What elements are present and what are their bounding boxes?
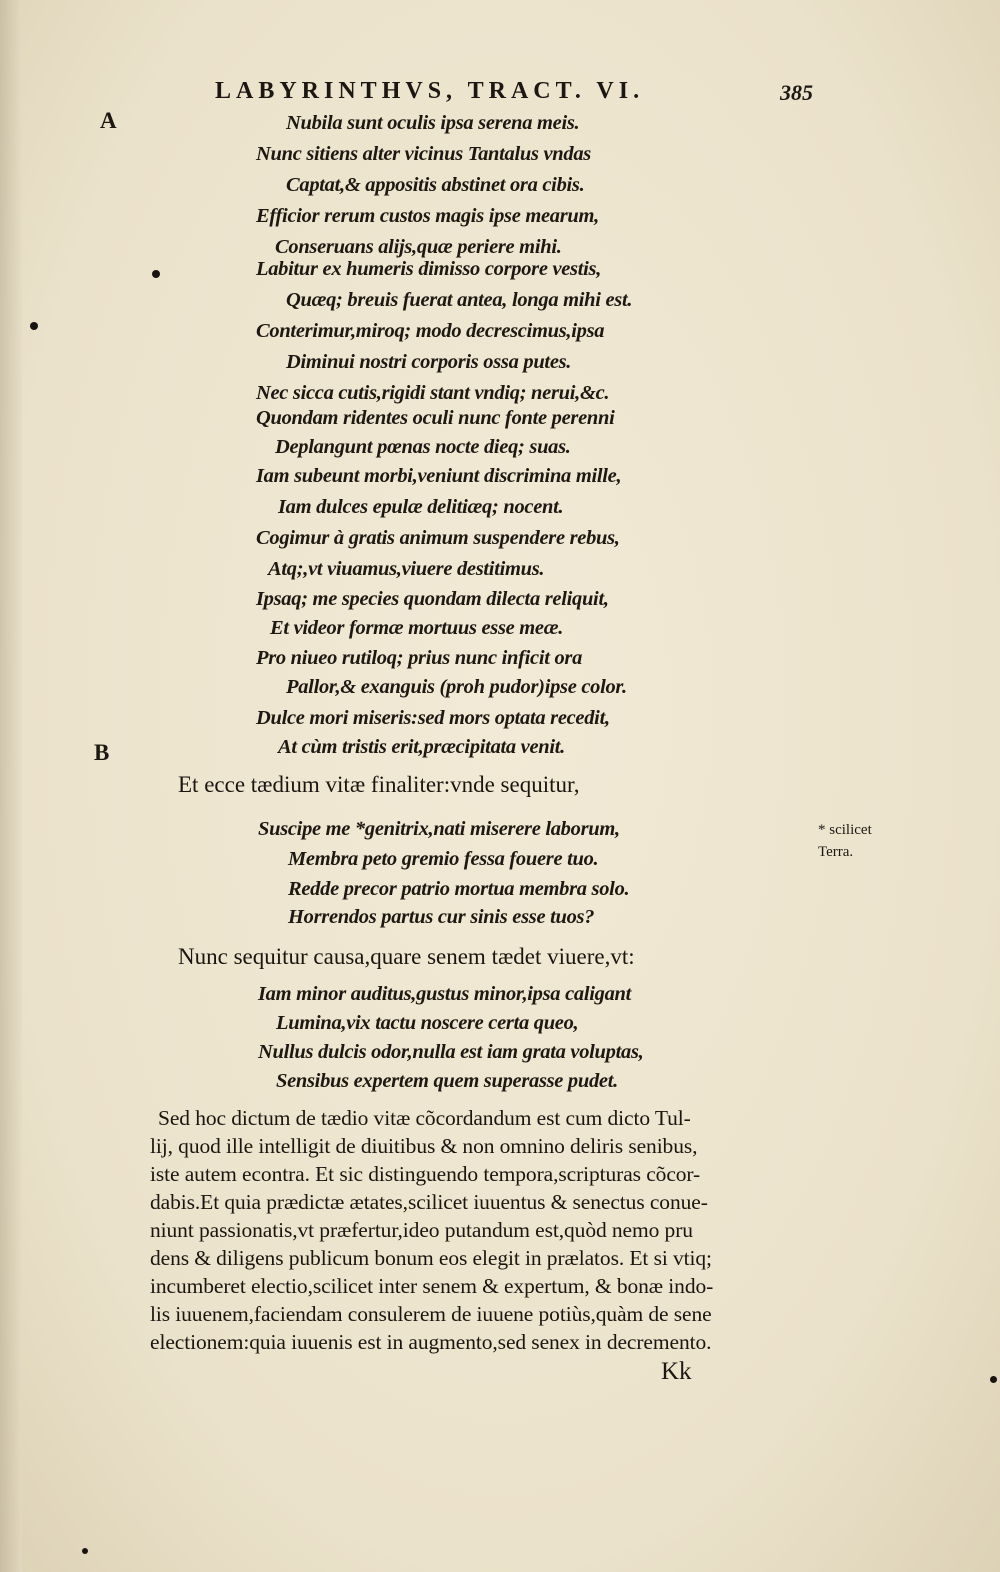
section-marker-b: B: [94, 740, 110, 765]
verse-line: Conseruans alijs,quæ periere mihi.: [275, 236, 562, 258]
prose-line: lis iuuenem,faciendam consulerem de iuuene potiùs,quàm de sene: [150, 1302, 712, 1326]
transition-line-nunc: Nunc sequitur causa,quare senem tædet viuere,vt:: [178, 944, 635, 969]
verse-line: Sensibus expertem quem superasse pudet.: [276, 1070, 618, 1092]
verse-line: Pallor,& exanguis (proh pudor)ipse color.: [286, 676, 627, 698]
margin-note-line-2: Terra.: [818, 844, 854, 860]
verse-line: Iam dulces epulæ delitiæq; nocent.: [278, 496, 564, 518]
verse-line: Iam minor auditus,gustus minor,ipsa caligant: [258, 983, 632, 1005]
prose-line: niunt passionatis,vt præfertur,ideo putandum est,quòd nemo pru: [150, 1218, 693, 1242]
transition-line-ecce: Et ecce tædium vitæ finaliter:vnde sequitur,: [178, 772, 580, 797]
running-title: LABYRINTHVS, TRACT. VI.: [215, 78, 645, 104]
ink-dot: [152, 270, 160, 278]
verse-line: Quondam ridentes oculi nunc fonte perenni: [256, 407, 615, 429]
verse-line: Lumina,vix tactu noscere certa queo,: [276, 1012, 579, 1034]
verse-line: Redde precor patrio mortua membra solo.: [288, 878, 630, 900]
prose-line: lij, quod ille intelligit de diuitibus & non omnino deliris senibus,: [150, 1134, 698, 1158]
verse-line: At cùm tristis erit,præcipitata venit.: [278, 736, 566, 758]
margin-note-line-1: * scilicet: [818, 822, 872, 838]
verse-line: Efficior rerum custos magis ipse mearum,: [256, 205, 599, 227]
prose-line: dens & diligens publicum bonum eos elegit in prælatos. Et si vtiq;: [150, 1246, 712, 1270]
verse-line: Quæq; breuis fuerat antea, longa mihi est.: [286, 289, 633, 311]
verse-line: Horrendos partus cur sinis esse tuos?: [288, 906, 595, 928]
verse-line: Deplangunt pœnas nocte dieq; suas.: [275, 436, 571, 458]
catchword: Kk: [661, 1358, 692, 1385]
verse-line: Nec sicca cutis,rigidi stant vndiq; nerui,&c.: [256, 382, 610, 404]
verse-line: Cogimur à gratis animum suspendere rebus,: [256, 527, 620, 549]
verse-line: Diminui nostri corporis ossa putes.: [286, 351, 572, 373]
ink-dot: [30, 322, 38, 330]
verse-line: Nullus dulcis odor,nulla est iam grata voluptas,: [258, 1041, 644, 1063]
verse-line: Dulce mori miseris:sed mors optata recedit,: [256, 707, 610, 729]
binding-shadow: [0, 0, 22, 1572]
verse-line: Captat,& appositis abstinet ora cibis.: [286, 174, 585, 196]
verse-line: Conterimur,miroq; modo decrescimus,ipsa: [256, 320, 605, 342]
prose-line: electionem:quia iuuenis est in augmento,sed senex in decremento.: [150, 1330, 712, 1354]
verse-line: Suscipe me *genitrix,nati miserere laborum,: [258, 818, 620, 840]
verse-line: Atq;,vt viuamus,viuere destitimus.: [268, 558, 545, 580]
verse-line: Iam subeunt morbi,veniunt discrimina mille,: [256, 465, 622, 487]
verse-line: Nunc sitiens alter vicinus Tantalus vndas: [256, 143, 591, 165]
verse-line: Nubila sunt oculis ipsa serena meis.: [286, 112, 580, 134]
verse-line: Ipsaq; me species quondam dilecta reliquit,: [256, 588, 609, 610]
section-marker-a: A: [100, 108, 117, 133]
prose-line: Sed hoc dictum de tædio vitæ cõcordandum est cum dicto Tul-: [158, 1106, 691, 1130]
verse-line: Pro niueo rutiloq; prius nunc inficit ora: [256, 647, 583, 669]
ink-dot: [990, 1376, 997, 1383]
prose-line: iste autem econtra. Et sic distinguendo tempora,scripturas cõcor-: [150, 1162, 701, 1186]
page-number: 385: [780, 80, 813, 105]
verse-line: Et videor formæ mortuus esse meæ.: [270, 617, 564, 639]
page-header: [0, 78, 1000, 108]
prose-line: incumberet electio,scilicet inter senem & expertum, & bonæ indo-: [150, 1274, 714, 1298]
ink-dot: [82, 1548, 88, 1554]
verse-line: Labitur ex humeris dimisso corpore vestis,: [256, 258, 602, 280]
verse-line: Membra peto gremio fessa fouere tuo.: [288, 848, 599, 870]
prose-line: dabis.Et quia prædictæ ætates,scilicet iuuentus & senectus conue-: [150, 1190, 708, 1214]
